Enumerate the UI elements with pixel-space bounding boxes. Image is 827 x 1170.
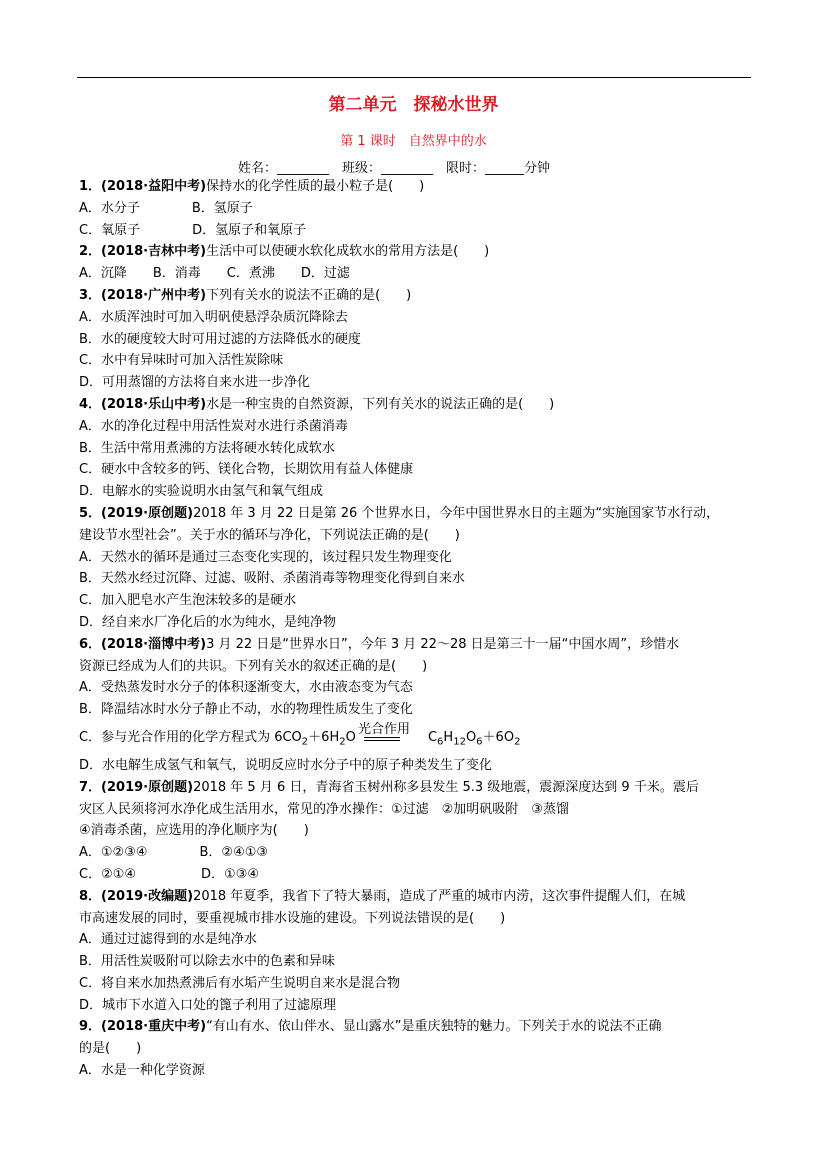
question-7-option-row: A．①②③④ B．②④①③ — [79, 845, 269, 861]
question-list — [79, 176, 751, 1082]
question-5-stem: 5．(2019·原创题)2018 年 3 月 22 日是第 26 个世界水日，今年中国世界水日的主题为“实施国家节水行动， — [79, 505, 720, 521]
question-8-option-c: C．将自来水加热煮沸后有水垢产生说明自来水是混合物 — [79, 975, 401, 991]
question-5-option-d: D．经自来水厂净化后的水为纯水，是纯净物 — [79, 614, 337, 630]
question-7-stem: 7．(2019·原创题)2018 年 5 月 6 日，青海省玉树州称多县发生 5.3 级地震，震源深度达到 9 千米。震后 — [79, 779, 699, 795]
student-info-line: 姓名：________ 班级：________ 限时：______分钟 — [238, 161, 551, 176]
question-6-stem-cont: 资源已经成为人们的共识。下列有关水的叙述正确的是( ) — [79, 658, 428, 674]
page-title: 第二单元 探秘水世界 — [328, 95, 499, 115]
question-4-stem: 4．(2018·乐山中考)水是一种宝贵的自然资源，下列有关水的说法正确的是( ) — [79, 396, 555, 412]
question-5-option-b: B．天然水经过沉降、过滤、吸附、杀菌消毒等物理变化得到自来水 — [79, 571, 465, 587]
question-6-option-d: D．水电解生成氢气和氧气，说明反应时水分子中的原子种类发生了变化 — [79, 757, 493, 773]
header-rule — [77, 77, 751, 78]
page-subtitle: 第 1 课时 自然界中的水 — [340, 134, 487, 149]
question-4-option-a: A．水的净化过程中用活性炭对水进行杀菌消毒 — [79, 418, 348, 434]
question-5-stem-cont: 建设节水型社会”。关于水的循环与净化，下列说法正确的是( ) — [79, 527, 460, 543]
question-3-option-c: C．水中有异味时可加入活性炭除味 — [79, 353, 284, 369]
question-1-option-row: A．水分子 B．氢原子 — [79, 200, 253, 216]
question-8-option-a: A．通过过滤得到的水是纯净水 — [79, 932, 257, 948]
question-1-option-row: C．氧原子 D．氢原子和氧原子 — [79, 222, 307, 238]
question-3-stem: 3．(2018·广州中考)下列有关水的说法不正确的是( ) — [79, 287, 412, 303]
question-5-option-a: A．天然水的循环是通过三态变化实现的，该过程只发生物理变化 — [79, 549, 452, 565]
question-2-option-row: A．沉降 B．消毒 C．煮沸 D．过滤 — [79, 266, 350, 282]
question-5-option-c: C．加入肥皂水产生泡沫较多的是硬水 — [79, 593, 297, 609]
question-7-stem-cont: 灾区人民须将河水净化成生活用水，常见的净水操作：①过滤 ②加明矾吸附 ③蒸馏 — [79, 801, 569, 817]
question-4-option-d: D．电解水的实验说明水由氢气和氧气组成 — [79, 484, 324, 500]
question-8-option-b: B．用活性炭吸附可以除去水中的色素和异味 — [79, 954, 335, 970]
question-3-option-d: D．可用蒸馏的方法将自来水进一步净化 — [79, 375, 311, 391]
question-4-option-b: B．生活中常用煮沸的方法将硬水转化成软水 — [79, 440, 335, 456]
reaction-condition-arrow: 光合作用 — [364, 727, 424, 747]
question-6-stem: 6．(2018·淄博中考)3 月 22 日是“世界水日”，今年 3 月 22～28 日是第三十一届“中国水周”，珍惜水 — [79, 636, 680, 652]
question-7-option-row: C．②①④ D．①③④ — [79, 866, 260, 882]
question-2-stem: 2．(2018·吉林中考)生活中可以使硬水软化成软水的常用方法是( ) — [79, 244, 490, 260]
question-7-stem-cont: ④消毒杀菌，应选用的净化顺序为( ) — [79, 823, 309, 839]
question-8-option-d: D．城市下水道入口处的篦子利用了过滤原理 — [79, 997, 337, 1013]
question-8-stem: 8．(2019·改编题)2018 年夏季，我省下了特大暴雨，造成了严重的城市内涝，这次事件提醒人们，在城 — [79, 888, 686, 904]
question-4-option-c: C．硬水中含较多的钙、镁化合物，长期饮用有益人体健康 — [79, 462, 414, 478]
question-6-option-b: B．降温结冰时水分子静止不动，水的物理性质发生了变化 — [79, 702, 413, 718]
question-3-option-a: A．水质浑浊时可加入明矾使悬浮杂质沉降除去 — [79, 309, 348, 325]
question-9-stem-cont: 的是( ) — [79, 1041, 142, 1057]
question-3-option-b: B．水的硬度较大时可用过滤的方法降低水的硬度 — [79, 331, 361, 347]
question-9-stem: 9．(2018·重庆中考)“有山有水、依山伴水、显山露水”是重庆独特的魅力。下列关于水的说法不正确 — [79, 1019, 662, 1035]
question-6-option-c-equation: C．参与光合作用的化学方程式为 $6CO_2+6H_2O$ 光合作用 $C_6H_{12}O_6+6O_2$ — [79, 722, 521, 748]
question-8-stem-cont: 市高速发展的同时，要重视城市排水设施的建设。下列说法错误的是( ) — [79, 910, 506, 926]
question-9-option-a: A．水是一种化学资源 — [79, 1063, 205, 1079]
question-1-stem: 1．(2018·益阳中考)保持水的化学性质的最小粒子是( ) — [79, 179, 425, 194]
question-6-option-a: A．受热蒸发时水分子的体积逐渐变大，水由液态变为气态 — [79, 680, 413, 696]
